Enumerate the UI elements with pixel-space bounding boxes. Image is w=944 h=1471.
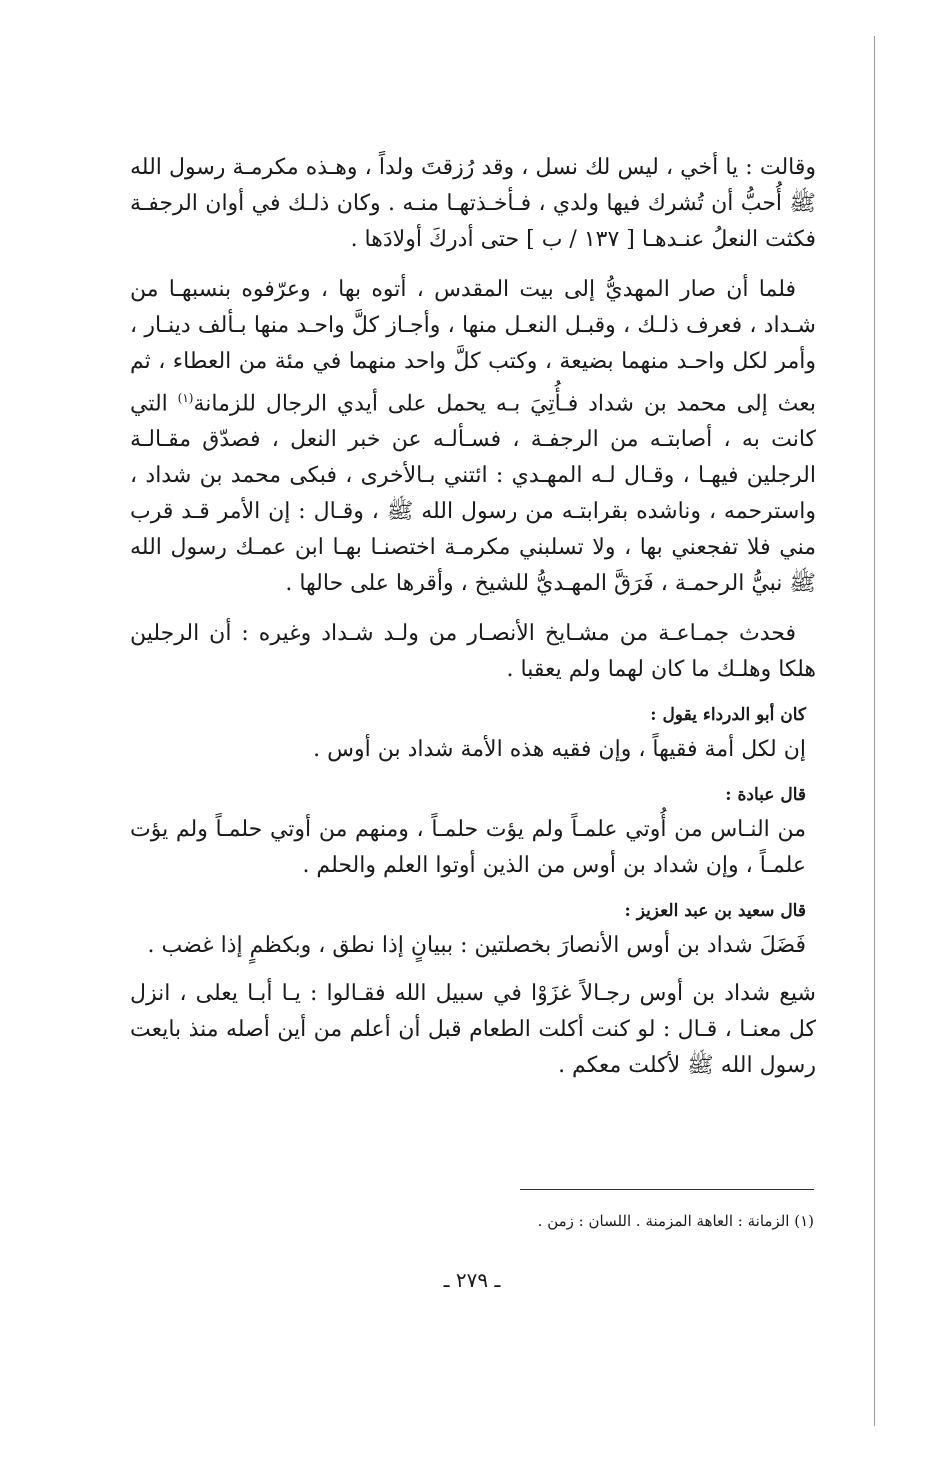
paragraph-2-part-1: فلما أن صار المهديُّ إلى بيت المقدس ، أتوه بها ، وعرّفوه بنسبهـا من شـداد ، فعرف ذلـك ، وقبـل النعـل منها ، وأجـاز كلَّ واحـد منها بـألف دينـار ، وأمر لكل واحـد منهما بضيعة ، وكتب كلَّ واحد منهما في مئة من العطاء ، ثم بعث إلى محمد بن شداد فـأُتِيَ بـه يحمل على أيدي الرجال للزمانة: [130, 277, 816, 417]
paragraph-2: [130, 272, 816, 602]
quote-abu-darda: إن لكل أمة فقيهاً ، وإن فقيه هذه الأمة شداد بن أوس .: [313, 737, 806, 763]
paragraph-1: وقالت : يا أخي ، ليس لك نسل ، وقد رُزقتَ ولداً ، وهـذه مكرمـة رسول الله ﷺ أُحبُّ أن تُشرك فيها ولدي ، فـأخـذتهـا منـه . وكان ذلـك في أوان الرجفـة فكثت النعلُ عنـدهـا [ ١٣٧ / ب ] حتى أدركَ أولادَها .: [130, 155, 816, 252]
footnote-text: (١) الزمانة : العاهة المزمنة . اللسان : زمن .: [537, 1212, 814, 1230]
paragraph-3: فحدث جمـاعـة من مشـايخ الأنصـار من ولـد شـداد وغيره : أن الرجلين هلكا وهلـك ما كان لهما ولم يعقبا .: [130, 621, 816, 683]
heading-ubada: قال عبادة :: [725, 785, 806, 806]
page-edge-line: [874, 36, 875, 1426]
footnote-divider: [520, 1189, 814, 1190]
paragraph-2-part-2: التي كانت به ، أصابتـه من الرجفـة ، فسـألـه عن خبر النعل ، فصدّق مقـالـة الرجلين فيهـا ، وقـال لـه المهـدي : ائتني بـالأخرى ، فبكى محمد بن شداد ، واسترحمه ، وناشده بقرابتـه من رسول الله ﷺ ، وقـال : إن الأمر قـد قرب مني فلا تفجعني بها ، ولا تسلبني مكرمـة اختصنـا بهـا ابن عمـك رسول الله ﷺ نبيُّ الرحمـة ، فَرَقَّ المهـديُّ للشيخ ، وأقرها على حالها .: [130, 391, 816, 597]
page-body: [130, 150, 816, 1098]
quote-ubada: من النـاس من أُوتي علمـاً ولم يؤت حلمـاً ، ومنهم من أوتي حلمـاً ولم يؤت علمـاً ، وإن شداد بن أوس من الذين أوتوا العلم والحلم .: [130, 817, 806, 879]
quote-said: فَضَلَ شداد بن أوس الأنصارَ بخصلتين : ببيانٍ إذا نطق ، وبكظمٍ إذا غضب .: [147, 933, 806, 959]
heading-abu-darda: كان أبو الدرداء يقول :: [650, 705, 806, 726]
footnote-marker[interactable]: (١): [177, 391, 194, 405]
paragraph-4: شيع شداد بن أوس رجـالاً غزَوْا في سبيل الله فقـالوا : يـا أبـا يعلى ، انزل كل معنـا ، قـال : لو كنت أكلت الطعام قبل أن أعلم من أين أصله منذ بايعت رسول الله ﷺ لأكلت معكم .: [130, 981, 816, 1079]
page-number: ـ ٢٧٩ ـ: [443, 1268, 501, 1292]
heading-said: قال سعيد بن عبد العزيز :: [624, 901, 806, 922]
